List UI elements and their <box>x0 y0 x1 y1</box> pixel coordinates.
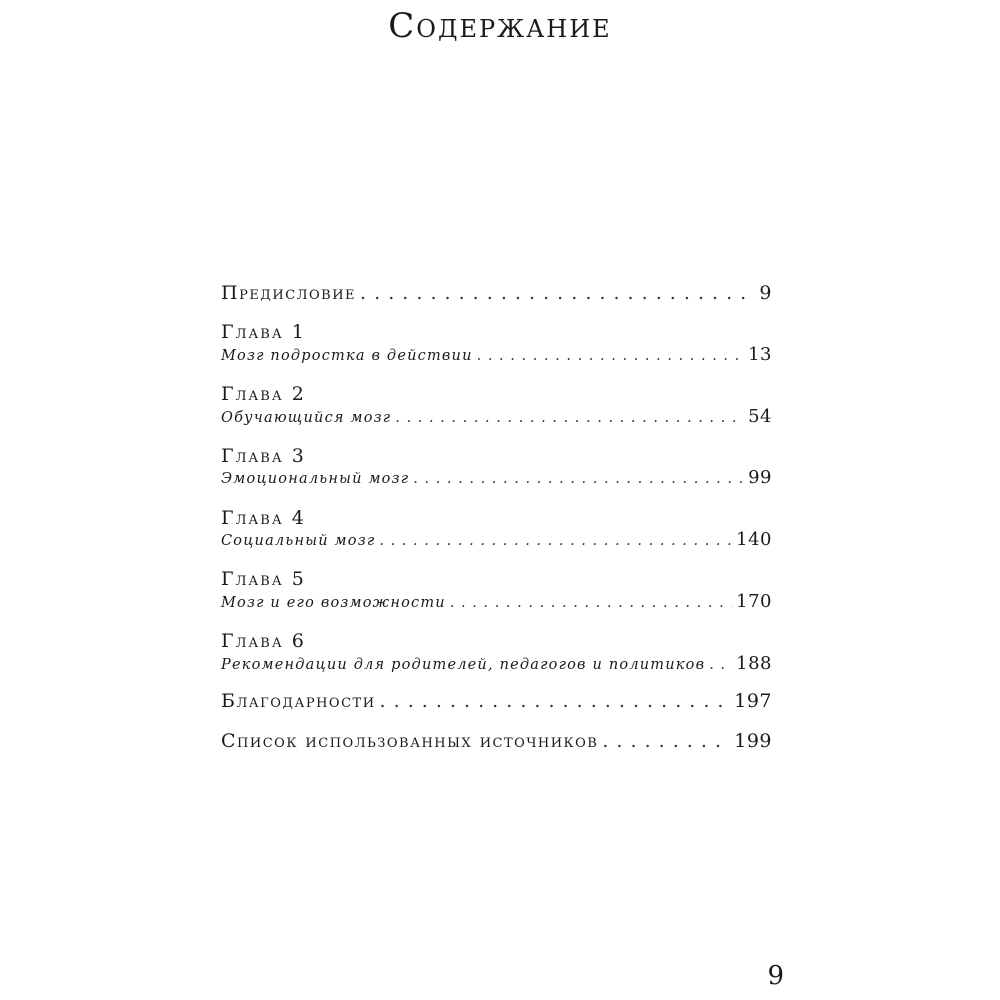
toc-page-number: 199 <box>734 730 772 752</box>
toc-entry-chapter-5[interactable] <box>221 592 772 613</box>
page-title: Содержание <box>388 6 612 46</box>
toc-entry-chapter-3[interactable] <box>221 468 772 489</box>
chapter-heading-5: Глава 5 <box>221 568 306 590</box>
dot-leader <box>395 408 744 428</box>
toc-entry-label: Обучающийся мозг <box>221 410 392 426</box>
toc-entry-preface[interactable] <box>221 281 772 305</box>
toc-entry-label: Эмоциональный мозг <box>221 471 410 487</box>
toc-entry-sources[interactable] <box>221 729 772 753</box>
toc-page-number: 9 <box>759 282 772 304</box>
dot-leader <box>450 593 732 613</box>
dot-leader <box>380 689 731 713</box>
toc-entry-label: Мозг подростка в действии <box>221 348 473 364</box>
toc-entry-label: Предисловие <box>221 282 357 304</box>
toc-entry-chapter-6[interactable] <box>221 654 772 675</box>
toc-entry-acknowledgements[interactable] <box>221 689 772 713</box>
toc-page-number: 170 <box>736 591 772 612</box>
dot-leader <box>379 531 732 551</box>
toc-entry-label: Благодарности <box>221 690 376 712</box>
toc-page-number: 140 <box>736 529 772 550</box>
dot-leader <box>709 655 732 675</box>
dot-leader <box>360 281 755 305</box>
chapter-heading-1: Глава 1 <box>221 321 306 343</box>
chapter-heading-3: Глава 3 <box>221 445 306 467</box>
dot-leader <box>413 469 744 489</box>
toc-page-number: 13 <box>748 344 772 365</box>
toc-entry-label: Список использованных источников <box>221 730 599 752</box>
toc-entry-chapter-1[interactable] <box>221 345 772 366</box>
toc-page-number: 99 <box>748 467 772 488</box>
toc-entry-chapter-2[interactable] <box>221 407 772 428</box>
page-number: 9 <box>767 961 784 991</box>
toc-entry-label: Мозг и его возможности <box>221 595 446 611</box>
dot-leader <box>477 346 744 366</box>
toc-entry-chapter-4[interactable] <box>221 530 772 551</box>
chapter-heading-2: Глава 2 <box>221 383 306 405</box>
toc-page-number: 54 <box>748 406 772 427</box>
toc-page-number: 197 <box>734 690 772 712</box>
dot-leader <box>602 729 730 753</box>
chapter-heading-6: Глава 6 <box>221 630 306 652</box>
toc-page-number: 188 <box>736 653 772 674</box>
toc-entry-label: Социальный мозг <box>221 533 376 549</box>
chapter-heading-4: Глава 4 <box>221 507 306 529</box>
toc-entry-label: Рекомендации для родителей, педагогов и политиков <box>221 657 706 673</box>
